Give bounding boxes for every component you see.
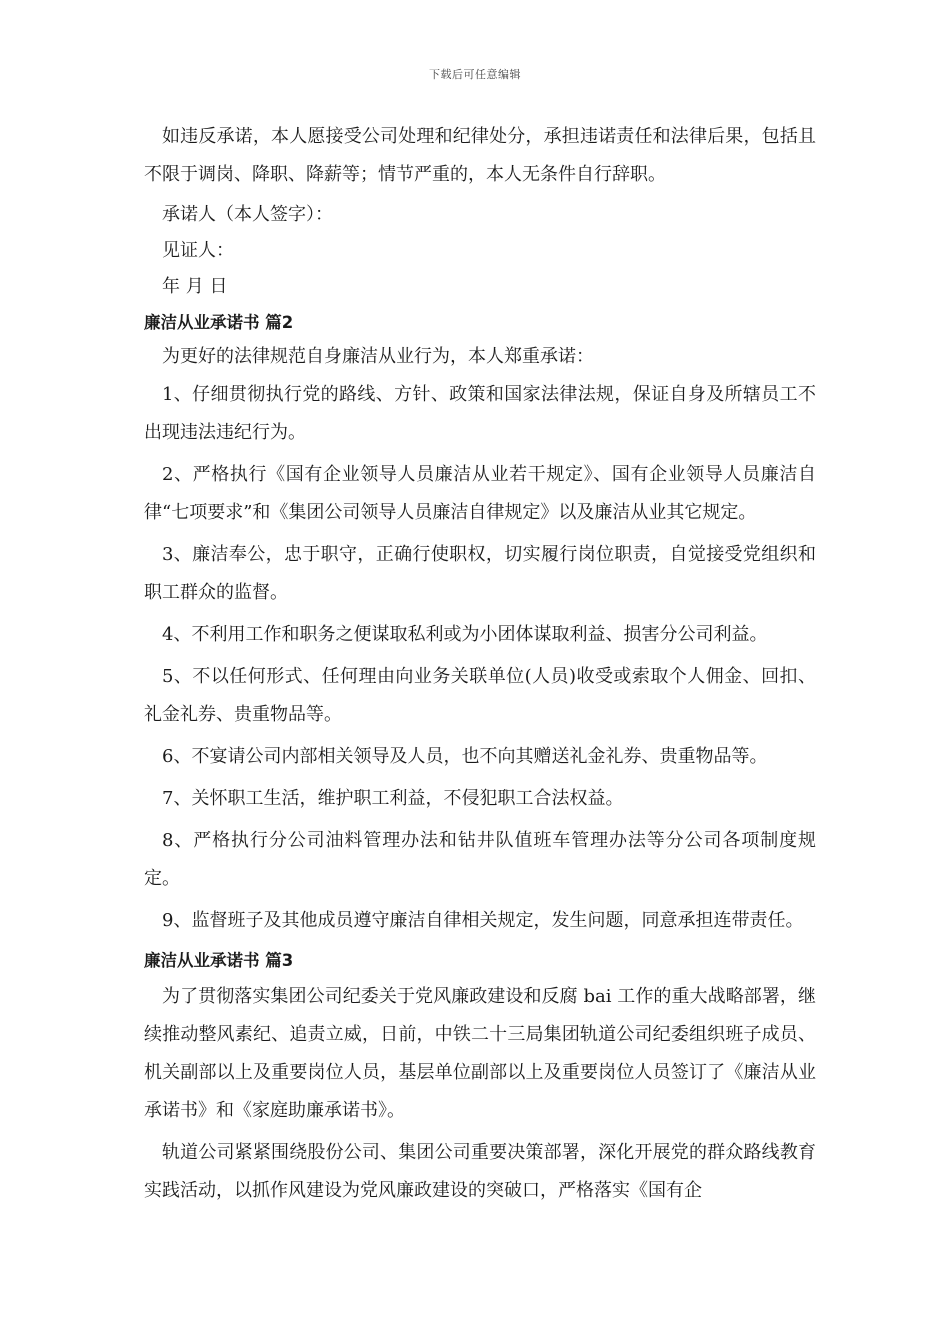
section-3-title: 廉洁从业承诺书 篇3 <box>144 951 294 970</box>
section-2-lead: 为更好的法律规范自身廉洁从业行为，本人郑重承诺： <box>162 346 594 367</box>
section-2-title: 廉洁从业承诺书 篇2 <box>144 313 294 332</box>
pledge-item-5: 5、不以任何形式、任何理由向业务关联单位(人员)收受或索取个人佣金、回扣、礼金礼券、贵重物品等。 <box>144 666 816 725</box>
page-header-note: 下载后可任意编辑 <box>429 68 521 81</box>
pledge-item-9: 9、监督班子及其他成员遵守廉洁自律相关规定，发生问题，同意承担连带责任。 <box>162 910 804 931</box>
pledge-item-6: 6、不宴请公司内部相关领导及人员，也不向其赠送礼金礼券、贵重物品等。 <box>162 746 768 767</box>
pledge-item-2: 2、严格执行《国有企业领导人员廉洁从业若干规定》、国有企业领导人员廉洁自律“七项要求”和《集团公司领导人员廉洁自律规定》以及廉洁从业其它规定。 <box>144 464 816 523</box>
document-body <box>144 118 816 1214</box>
pledge-item-1: 1、仔细贯彻执行党的路线、方针、政策和国家法律法规，保证自身及所辖员工不出现违法违纪行为。 <box>144 384 816 443</box>
witness-line: 见证人： <box>162 240 234 261</box>
intro-paragraph: 如违反承诺，本人愿接受公司处理和纪律处分，承担违诺责任和法律后果，包括且不限于调岗、降职、降薪等；情节严重的，本人无条件自行辞职。 <box>144 126 816 185</box>
date-line: 年 月 日 <box>162 276 228 297</box>
pledge-item-8: 8、严格执行分公司油料管理办法和钻井队值班车管理办法等分公司各项制度规定。 <box>144 830 816 889</box>
section-3-paragraph-1: 为了贯彻落实集团公司纪委关于党风廉政建设和反腐 bai 工作的重大战略部署，继续推动整风素纪、追责立威，日前，中铁二十三局集团轨道公司纪委组织班子成员、机关副部以上及重要岗位人员，基层单位副部以上及重要岗位人员签订了《廉洁从业承诺书》和《家庭助廉承诺书》。 <box>144 986 816 1121</box>
pledge-item-3: 3、廉洁奉公，忠于职守，正确行使职权，切实履行岗位职责，自觉接受党组织和职工群众的监督。 <box>144 544 816 603</box>
pledge-item-4: 4、不利用工作和职务之便谋取私利或为小团体谋取利益、损害分公司利益。 <box>162 624 768 645</box>
signer-line: 承诺人（本人签字）： <box>162 204 333 225</box>
pledge-item-7: 7、关怀职工生活，维护职工利益，不侵犯职工合法权益。 <box>162 788 624 809</box>
section-3-paragraph-2: 轨道公司紧紧围绕股份公司、集团公司重要决策部署，深化开展党的群众路线教育实践活动，以抓作风建设为党风廉政建设的突破口，严格落实《国有企 <box>144 1142 816 1201</box>
